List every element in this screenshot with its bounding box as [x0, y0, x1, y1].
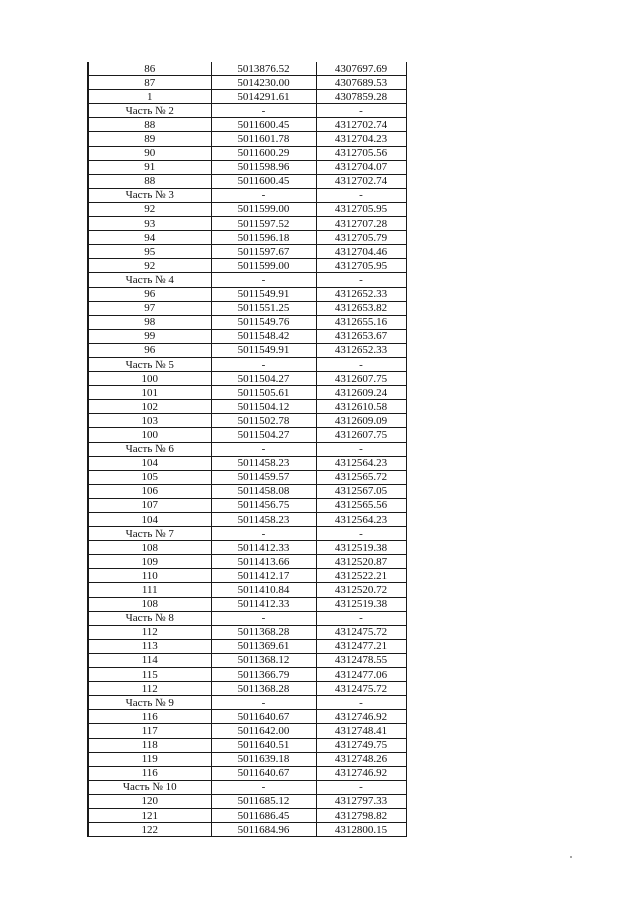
- x-coordinate-cell: 5011685.12: [211, 794, 316, 808]
- table-row: [88, 710, 406, 724]
- x-coordinate-cell: 5011551.25: [211, 301, 316, 315]
- y-coordinate-cell: 4312478.55: [316, 653, 406, 667]
- section-header-row: [88, 611, 406, 625]
- point-number-cell: 106: [88, 484, 211, 498]
- table-row: [88, 682, 406, 696]
- x-coordinate-cell: -: [211, 611, 316, 625]
- point-number-cell: 110: [88, 569, 211, 583]
- x-coordinate-cell: 5011502.78: [211, 414, 316, 428]
- y-coordinate-cell: 4312702.74: [316, 174, 406, 188]
- x-coordinate-cell: -: [211, 442, 316, 456]
- x-coordinate-cell: 5011548.42: [211, 329, 316, 343]
- x-coordinate-cell: 5011369.61: [211, 639, 316, 653]
- section-header-row: [88, 188, 406, 202]
- x-coordinate-cell: -: [211, 188, 316, 202]
- table-row: [88, 245, 406, 259]
- x-coordinate-cell: 5011504.27: [211, 428, 316, 442]
- x-coordinate-cell: -: [211, 527, 316, 541]
- table-row: [88, 724, 406, 738]
- x-coordinate-cell: 5014230.00: [211, 76, 316, 90]
- x-coordinate-cell: -: [211, 273, 316, 287]
- table-row: [88, 555, 406, 569]
- x-coordinate-cell: 5011412.33: [211, 541, 316, 555]
- y-coordinate-cell: 4312477.06: [316, 668, 406, 682]
- point-number-cell: Часть № 8: [88, 611, 211, 625]
- x-coordinate-cell: 5011686.45: [211, 808, 316, 822]
- point-number-cell: 90: [88, 146, 211, 160]
- table-row: [88, 569, 406, 583]
- x-coordinate-cell: 5011640.67: [211, 710, 316, 724]
- table-row: [88, 146, 406, 160]
- table-row: [88, 287, 406, 301]
- point-number-cell: 121: [88, 808, 211, 822]
- y-coordinate-cell: 4312705.56: [316, 146, 406, 160]
- point-number-cell: 112: [88, 682, 211, 696]
- y-coordinate-cell: 4312520.87: [316, 555, 406, 569]
- y-coordinate-cell: 4312748.41: [316, 724, 406, 738]
- table-row: [88, 625, 406, 639]
- table-row: [88, 456, 406, 470]
- point-number-cell: 94: [88, 231, 211, 245]
- x-coordinate-cell: 5011596.18: [211, 231, 316, 245]
- x-coordinate-cell: -: [211, 104, 316, 118]
- point-number-cell: Часть № 5: [88, 357, 211, 371]
- point-number-cell: 104: [88, 513, 211, 527]
- point-number-cell: 108: [88, 597, 211, 611]
- section-header-row: [88, 780, 406, 794]
- point-number-cell: 118: [88, 738, 211, 752]
- x-coordinate-cell: 5011600.45: [211, 174, 316, 188]
- y-coordinate-cell: 4312522.21: [316, 569, 406, 583]
- table-row: [88, 541, 406, 555]
- point-number-cell: 93: [88, 217, 211, 231]
- x-coordinate-cell: 5011549.91: [211, 343, 316, 357]
- x-coordinate-cell: 5013876.52: [211, 62, 316, 76]
- y-coordinate-cell: 4312564.23: [316, 456, 406, 470]
- coordinates-table-body: [88, 62, 406, 837]
- y-coordinate-cell: 4312800.15: [316, 823, 406, 837]
- table-row: [88, 513, 406, 527]
- x-coordinate-cell: 5011368.12: [211, 653, 316, 667]
- y-coordinate-cell: 4312707.28: [316, 217, 406, 231]
- table-row: [88, 597, 406, 611]
- x-coordinate-cell: 5011598.96: [211, 160, 316, 174]
- point-number-cell: 91: [88, 160, 211, 174]
- point-number-cell: 89: [88, 132, 211, 146]
- y-coordinate-cell: 4312653.82: [316, 301, 406, 315]
- x-coordinate-cell: 5014291.61: [211, 90, 316, 104]
- point-number-cell: 111: [88, 583, 211, 597]
- x-coordinate-cell: 5011368.28: [211, 682, 316, 696]
- section-header-row: [88, 696, 406, 710]
- table-row: [88, 766, 406, 780]
- point-number-cell: 109: [88, 555, 211, 569]
- point-number-cell: 87: [88, 76, 211, 90]
- y-coordinate-cell: 4312519.38: [316, 541, 406, 555]
- point-number-cell: Часть № 9: [88, 696, 211, 710]
- table-row: [88, 62, 406, 76]
- table-row: [88, 484, 406, 498]
- y-coordinate-cell: -: [316, 696, 406, 710]
- point-number-cell: 115: [88, 668, 211, 682]
- y-coordinate-cell: 4312705.95: [316, 202, 406, 216]
- table-row: [88, 231, 406, 245]
- section-header-row: [88, 357, 406, 371]
- y-coordinate-cell: 4312607.75: [316, 428, 406, 442]
- point-number-cell: 97: [88, 301, 211, 315]
- point-number-cell: 120: [88, 794, 211, 808]
- y-coordinate-cell: -: [316, 104, 406, 118]
- section-header-row: [88, 104, 406, 118]
- x-coordinate-cell: 5011601.78: [211, 132, 316, 146]
- table-row: [88, 301, 406, 315]
- point-number-cell: 1: [88, 90, 211, 104]
- table-row: [88, 400, 406, 414]
- x-coordinate-cell: 5011504.12: [211, 400, 316, 414]
- x-coordinate-cell: 5011458.23: [211, 456, 316, 470]
- table-row: [88, 372, 406, 386]
- y-coordinate-cell: 4312797.33: [316, 794, 406, 808]
- y-coordinate-cell: 4312702.74: [316, 118, 406, 132]
- x-coordinate-cell: -: [211, 780, 316, 794]
- point-number-cell: 99: [88, 329, 211, 343]
- section-header-row: [88, 442, 406, 456]
- y-coordinate-cell: 4312519.38: [316, 597, 406, 611]
- table-row: [88, 132, 406, 146]
- table-row: [88, 118, 406, 132]
- point-number-cell: Часть № 6: [88, 442, 211, 456]
- point-number-cell: 102: [88, 400, 211, 414]
- point-number-cell: 122: [88, 823, 211, 837]
- table-row: [88, 823, 406, 837]
- table-row: [88, 470, 406, 484]
- y-coordinate-cell: 4307859.28: [316, 90, 406, 104]
- y-coordinate-cell: 4312704.23: [316, 132, 406, 146]
- x-coordinate-cell: 5011600.29: [211, 146, 316, 160]
- point-number-cell: 88: [88, 174, 211, 188]
- table-row: [88, 794, 406, 808]
- table-row: [88, 174, 406, 188]
- point-number-cell: 117: [88, 724, 211, 738]
- x-coordinate-cell: 5011504.27: [211, 372, 316, 386]
- point-number-cell: 107: [88, 498, 211, 512]
- table-row: [88, 738, 406, 752]
- table-row: [88, 76, 406, 90]
- point-number-cell: 119: [88, 752, 211, 766]
- table-row: [88, 414, 406, 428]
- section-header-row: [88, 527, 406, 541]
- y-coordinate-cell: 4312565.56: [316, 498, 406, 512]
- point-number-cell: 96: [88, 343, 211, 357]
- point-number-cell: 98: [88, 315, 211, 329]
- x-coordinate-cell: 5011640.67: [211, 766, 316, 780]
- y-coordinate-cell: 4312475.72: [316, 625, 406, 639]
- x-coordinate-cell: 5011549.76: [211, 315, 316, 329]
- point-number-cell: 103: [88, 414, 211, 428]
- y-coordinate-cell: 4312746.92: [316, 766, 406, 780]
- y-coordinate-cell: -: [316, 357, 406, 371]
- y-coordinate-cell: 4312610.58: [316, 400, 406, 414]
- table-row: [88, 202, 406, 216]
- y-coordinate-cell: 4312705.95: [316, 259, 406, 273]
- table-row: [88, 808, 406, 822]
- y-coordinate-cell: 4312565.72: [316, 470, 406, 484]
- point-number-cell: Часть № 10: [88, 780, 211, 794]
- y-coordinate-cell: -: [316, 780, 406, 794]
- table-row: [88, 217, 406, 231]
- point-number-cell: 92: [88, 202, 211, 216]
- y-coordinate-cell: 4312475.72: [316, 682, 406, 696]
- table-row: [88, 668, 406, 682]
- section-header-row: [88, 273, 406, 287]
- y-coordinate-cell: -: [316, 188, 406, 202]
- x-coordinate-cell: 5011505.61: [211, 386, 316, 400]
- x-coordinate-cell: 5011413.66: [211, 555, 316, 569]
- y-coordinate-cell: -: [316, 611, 406, 625]
- x-coordinate-cell: 5011456.75: [211, 498, 316, 512]
- y-coordinate-cell: 4312655.16: [316, 315, 406, 329]
- x-coordinate-cell: 5011368.28: [211, 625, 316, 639]
- table-row: [88, 259, 406, 273]
- table-row: [88, 428, 406, 442]
- x-coordinate-cell: -: [211, 696, 316, 710]
- y-coordinate-cell: 4312704.46: [316, 245, 406, 259]
- point-number-cell: 101: [88, 386, 211, 400]
- x-coordinate-cell: 5011642.00: [211, 724, 316, 738]
- table-row: [88, 315, 406, 329]
- point-number-cell: 95: [88, 245, 211, 259]
- point-number-cell: 116: [88, 766, 211, 780]
- table-row: [88, 160, 406, 174]
- point-number-cell: 108: [88, 541, 211, 555]
- point-number-cell: 88: [88, 118, 211, 132]
- y-coordinate-cell: 4312749.75: [316, 738, 406, 752]
- y-coordinate-cell: 4312746.92: [316, 710, 406, 724]
- point-number-cell: 92: [88, 259, 211, 273]
- x-coordinate-cell: 5011549.91: [211, 287, 316, 301]
- y-coordinate-cell: -: [316, 273, 406, 287]
- point-number-cell: 100: [88, 428, 211, 442]
- x-coordinate-cell: 5011599.00: [211, 259, 316, 273]
- x-coordinate-cell: 5011459.57: [211, 470, 316, 484]
- x-coordinate-cell: 5011366.79: [211, 668, 316, 682]
- x-coordinate-cell: 5011599.00: [211, 202, 316, 216]
- y-coordinate-cell: 4312652.33: [316, 343, 406, 357]
- y-coordinate-cell: 4307697.69: [316, 62, 406, 76]
- point-number-cell: 114: [88, 653, 211, 667]
- x-coordinate-cell: 5011600.45: [211, 118, 316, 132]
- point-number-cell: 96: [88, 287, 211, 301]
- y-coordinate-cell: 4312607.75: [316, 372, 406, 386]
- y-coordinate-cell: 4312705.79: [316, 231, 406, 245]
- x-coordinate-cell: 5011597.52: [211, 217, 316, 231]
- table-row: [88, 583, 406, 597]
- point-number-cell: Часть № 2: [88, 104, 211, 118]
- x-coordinate-cell: 5011412.17: [211, 569, 316, 583]
- y-coordinate-cell: -: [316, 442, 406, 456]
- y-coordinate-cell: 4312609.09: [316, 414, 406, 428]
- y-coordinate-cell: 4312567.05: [316, 484, 406, 498]
- y-coordinate-cell: 4312652.33: [316, 287, 406, 301]
- table-row: [88, 329, 406, 343]
- x-coordinate-cell: 5011639.18: [211, 752, 316, 766]
- y-coordinate-cell: 4312798.82: [316, 808, 406, 822]
- x-coordinate-cell: 5011458.08: [211, 484, 316, 498]
- y-coordinate-cell: 4312564.23: [316, 513, 406, 527]
- table-row: [88, 653, 406, 667]
- table-row: [88, 343, 406, 357]
- y-coordinate-cell: 4312520.72: [316, 583, 406, 597]
- y-coordinate-cell: -: [316, 527, 406, 541]
- y-coordinate-cell: 4312653.67: [316, 329, 406, 343]
- point-number-cell: Часть № 3: [88, 188, 211, 202]
- x-coordinate-cell: 5011597.67: [211, 245, 316, 259]
- x-coordinate-cell: 5011412.33: [211, 597, 316, 611]
- y-coordinate-cell: 4312477.21: [316, 639, 406, 653]
- coordinates-table: [87, 62, 407, 837]
- point-number-cell: 104: [88, 456, 211, 470]
- point-number-cell: 86: [88, 62, 211, 76]
- point-number-cell: 116: [88, 710, 211, 724]
- point-number-cell: 113: [88, 639, 211, 653]
- table-row: [88, 752, 406, 766]
- point-number-cell: 100: [88, 372, 211, 386]
- point-number-cell: Часть № 7: [88, 527, 211, 541]
- table-row: [88, 386, 406, 400]
- point-number-cell: 105: [88, 470, 211, 484]
- x-coordinate-cell: 5011410.84: [211, 583, 316, 597]
- x-coordinate-cell: 5011640.51: [211, 738, 316, 752]
- x-coordinate-cell: 5011458.23: [211, 513, 316, 527]
- point-number-cell: Часть № 4: [88, 273, 211, 287]
- scan-speck: [570, 856, 572, 858]
- y-coordinate-cell: 4312609.24: [316, 386, 406, 400]
- y-coordinate-cell: 4312704.07: [316, 160, 406, 174]
- x-coordinate-cell: -: [211, 357, 316, 371]
- table-row: [88, 498, 406, 512]
- table-row: [88, 90, 406, 104]
- y-coordinate-cell: 4312748.26: [316, 752, 406, 766]
- x-coordinate-cell: 5011684.96: [211, 823, 316, 837]
- point-number-cell: 112: [88, 625, 211, 639]
- y-coordinate-cell: 4307689.53: [316, 76, 406, 90]
- table-row: [88, 639, 406, 653]
